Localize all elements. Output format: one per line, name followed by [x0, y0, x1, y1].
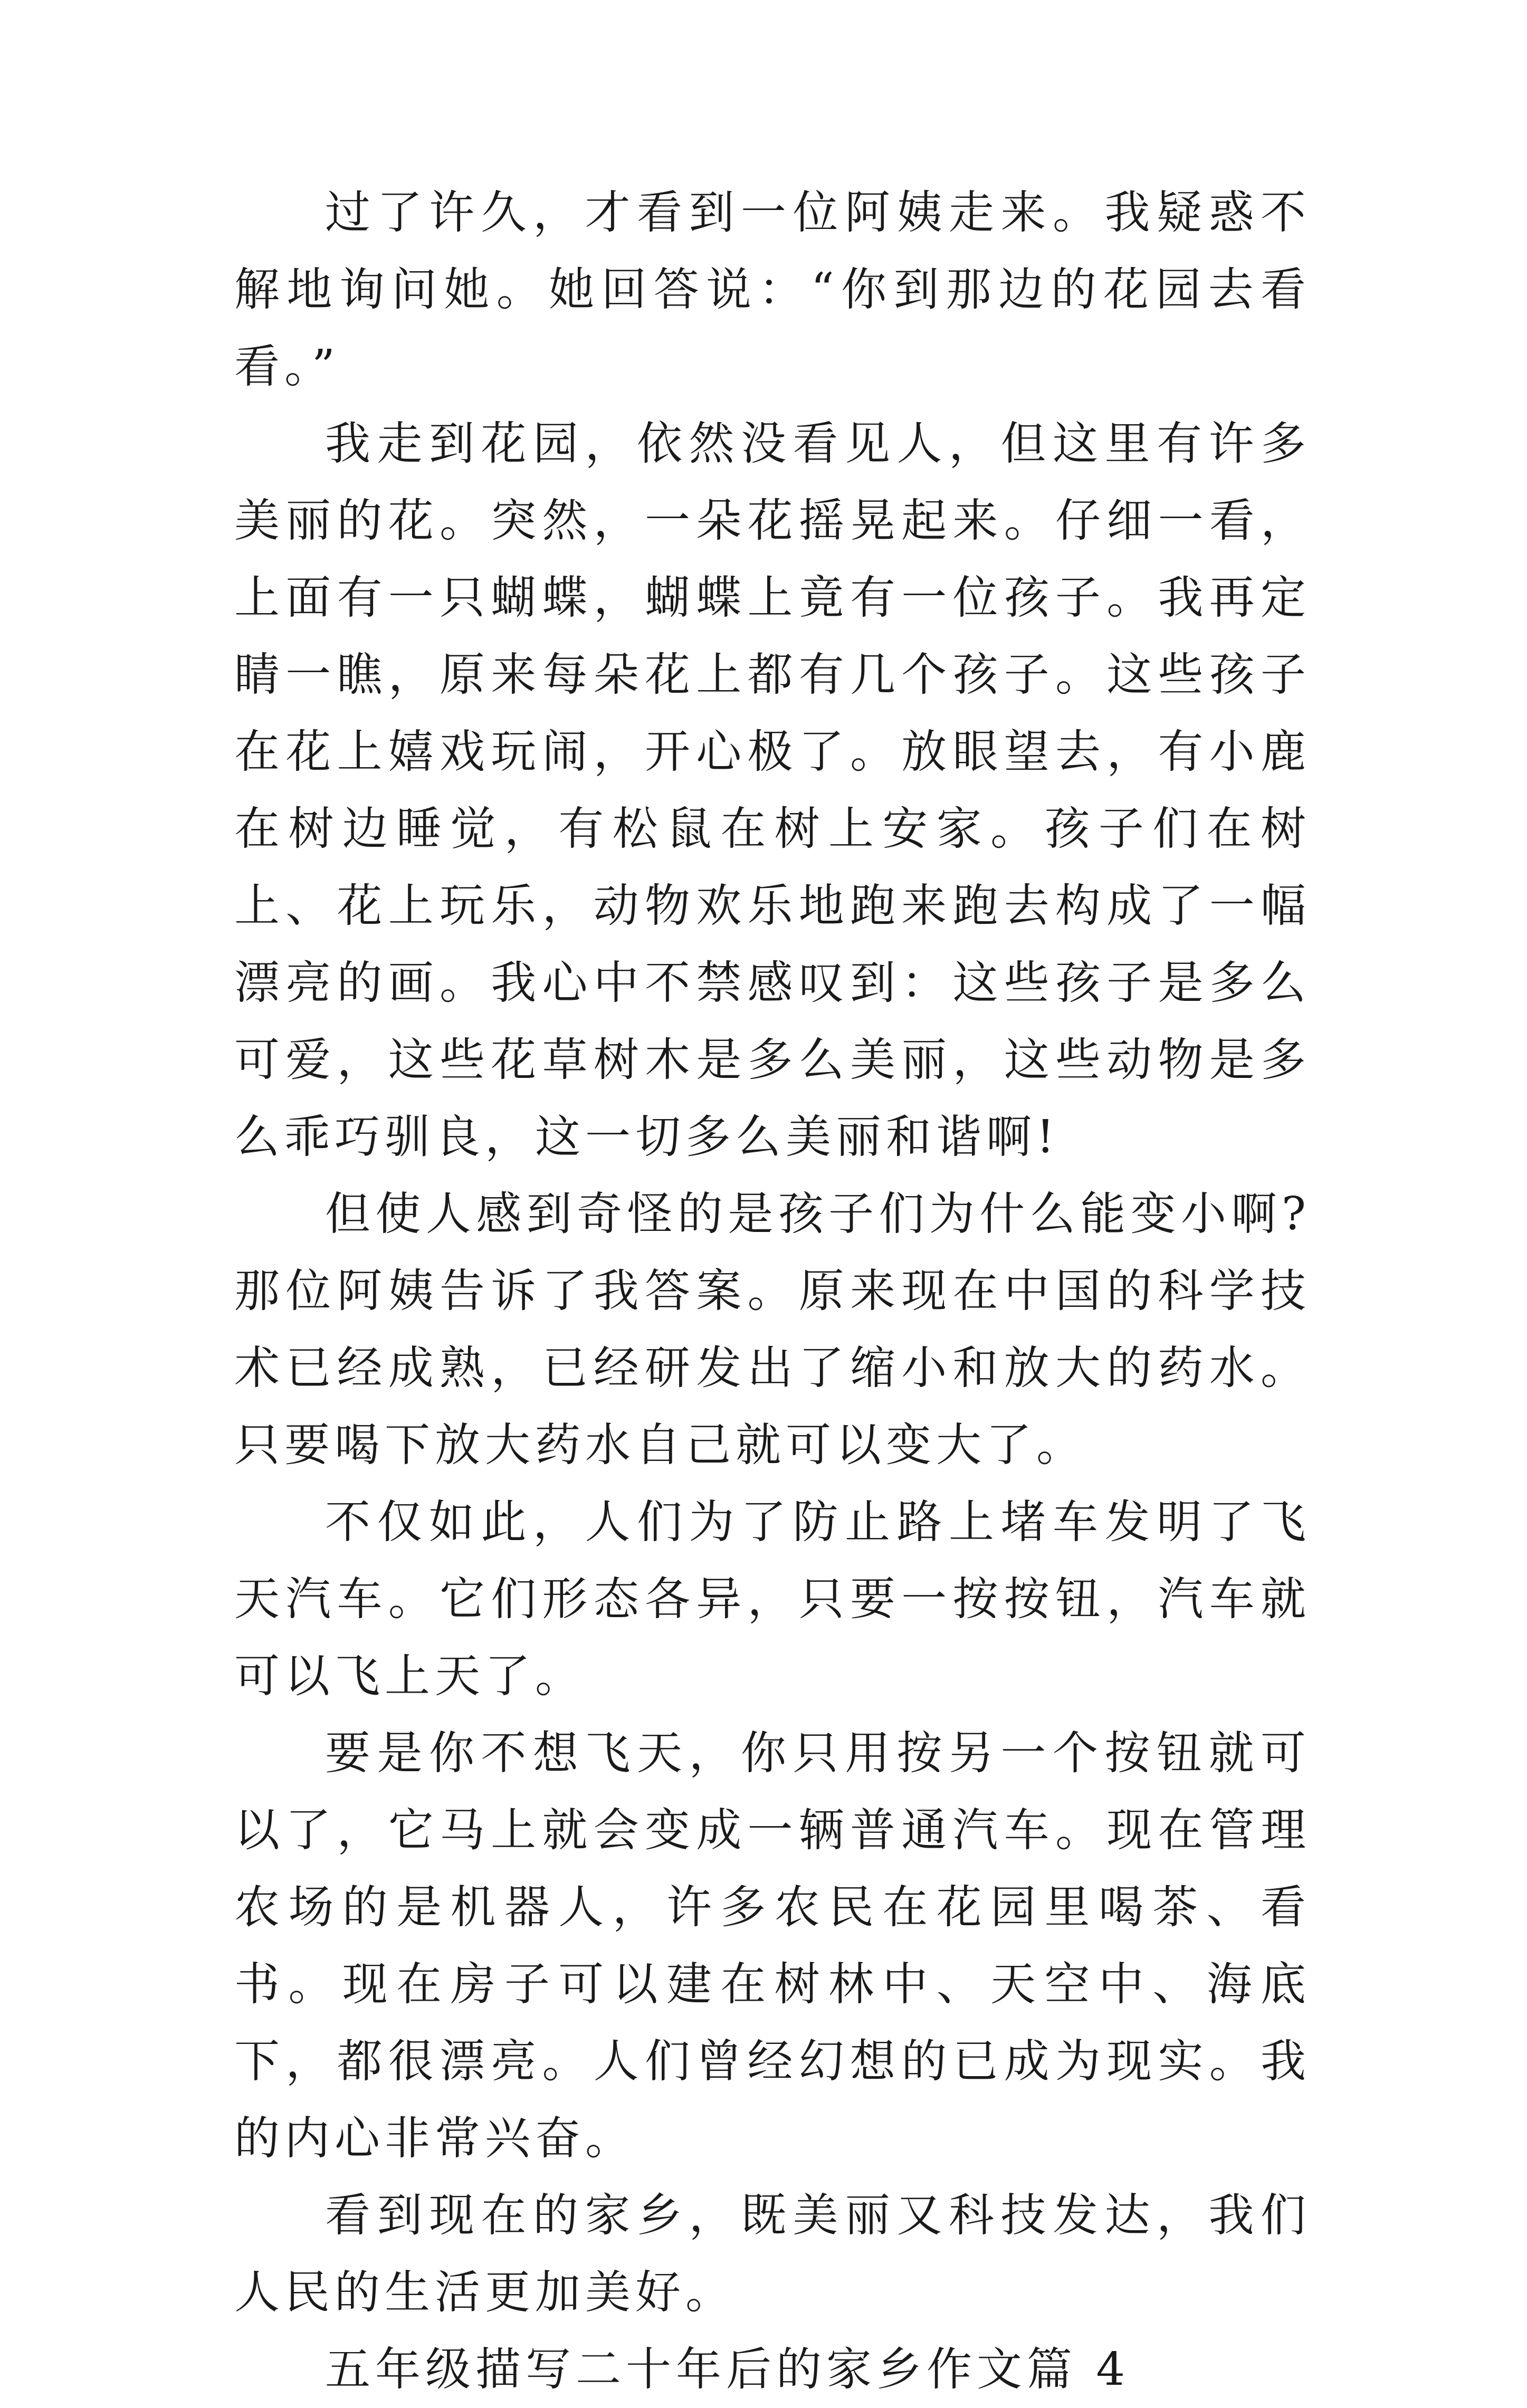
paragraph-3: 但使人感到奇怪的是孩子们为什么能变小啊?那位阿姨告诉了我答案。原来现在中国的科学技术已经成熟，已经研发出了缩小和放大的药水。只要喝下放大药水自己就可以变大了。: [234, 1188, 1311, 1471]
paragraph-4: 不仅如此，人们为了防止路上堵车发明了飞天汽车。它们形态各异，只要一按按钮，汽车就可以飞上天了。: [234, 1496, 1311, 1703]
paragraph-6: 看到现在的家乡，既美丽又科技发达，我们人民的生活更加美好。: [234, 2189, 1311, 2319]
section-heading: 五年级描写二十年后的家乡作文篇 4: [325, 2343, 1130, 2396]
paragraph-5: 要是你不想飞天，你只用按另一个按钮就可以了，它马上就会变成一辆普通汽车。现在管理农场的是机器人，许多农民在花园里喝茶、看书。现在房子可以建在树林中、天空中、海底下，都很漂亮。人们曾经幻想的已成为现实。我的内心非常兴奋。: [234, 1727, 1311, 2165]
paragraph-1: 过了许久，才看到一位阿姨走来。我疑惑不解地询问她。她回答说：“你到那边的花园去看看。”: [234, 186, 1311, 393]
paragraph-2: 我走到花园，依然没看见人，但这里有许多美丽的花。突然，一朵花摇晃起来。仔细一看，上面有一只蝴蝶，蝴蝶上竟有一位孩子。我再定睛一瞧，原来每朵花上都有几个孩子。这些孩子在花上嬉戏玩闹，开心极了。放眼望去，有小鹿在树边睡觉，有松鼠在树上安家。孩子们在树上、花上玩乐，动物欢乐地跑来跑去构成了一幅漂亮的画。我心中不禁感叹到：这些孩子是多么可爱，这些花草树木是多么美丽，这些动物是多么乖巧驯良，这一切多么美丽和谐啊!: [234, 417, 1311, 1163]
document-body: [234, 174, 1311, 2408]
